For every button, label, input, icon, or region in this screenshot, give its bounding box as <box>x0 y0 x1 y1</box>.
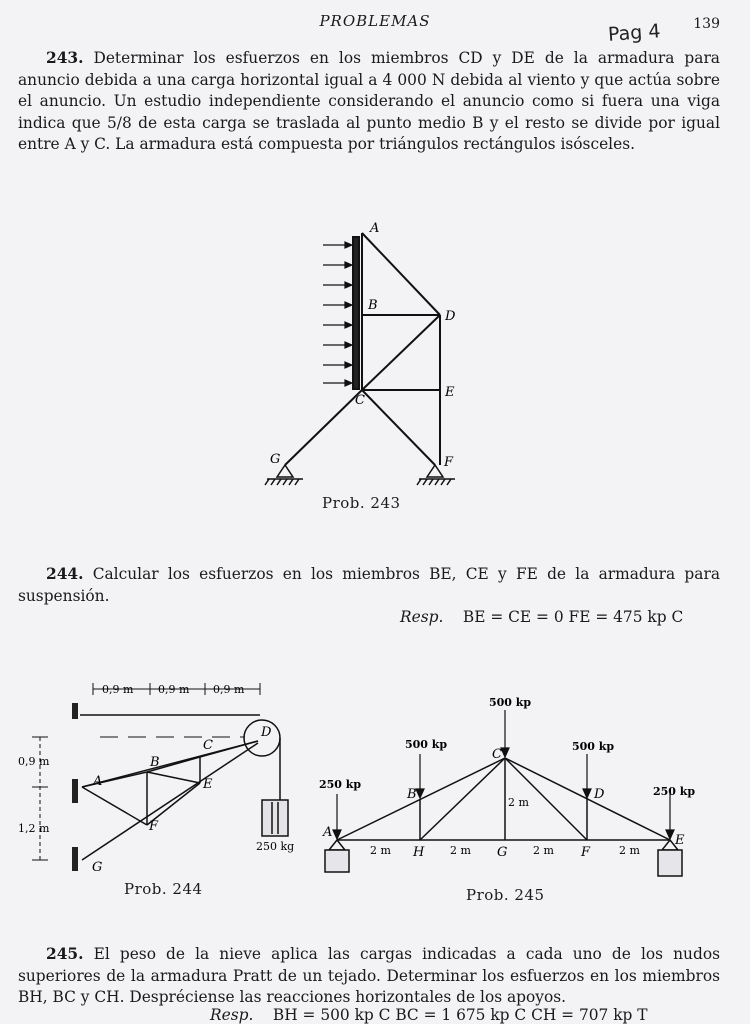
dim-horizontal-3: 0,9 m <box>213 683 245 696</box>
node-label-g: G <box>92 860 103 875</box>
node-label-a: A <box>323 825 333 840</box>
load-label-d: 500 kp <box>572 740 615 753</box>
node-label-c: C <box>203 738 213 753</box>
node-label-g: G <box>270 452 281 467</box>
dim-vertical-2: 1,2 m <box>18 822 50 835</box>
problem-243-number: 243. <box>46 49 84 67</box>
load-label-b: 500 kp <box>405 738 448 751</box>
load-label-c: 500 kp <box>489 696 532 709</box>
problem-245-answer <box>210 1006 648 1024</box>
node-label-a: A <box>93 774 103 789</box>
problem-244-resp-value: BE = CE = 0 FE = 475 kp C <box>462 608 684 626</box>
node-label-c: C <box>355 393 365 408</box>
dim-span-1: 2 m <box>370 844 391 857</box>
problem-244-answer <box>400 608 683 626</box>
hanging-weight-icon <box>262 800 288 836</box>
sign-board <box>353 237 359 389</box>
node-label-f: F <box>444 455 454 470</box>
support-a-icon <box>325 850 349 872</box>
node-label-g: G <box>497 845 508 860</box>
dim-span-4: 2 m <box>619 844 640 857</box>
figure-245-pratt-roof-truss <box>315 690 705 880</box>
problem-245-resp-value: BH = 500 kp C BC = 1 675 kp C CH = 707 kp T <box>272 1006 648 1024</box>
page-number: 139 <box>693 16 720 32</box>
support-e-icon <box>658 850 682 876</box>
problem-245-resp-label: Resp. <box>210 1006 254 1024</box>
node-label-e: E <box>675 833 685 848</box>
figure-243-caption: Prob. 243 <box>322 494 401 512</box>
node-label-f: F <box>581 845 591 860</box>
problem-244-text: Calcular los esfuerzos en los miembros BE, CE y FE de la armadura para suspensión. <box>18 565 720 605</box>
problem-243-statement <box>18 48 720 156</box>
snow-load-arrows <box>333 710 674 839</box>
figure-243-sign-truss <box>255 215 485 490</box>
problem-245-statement <box>18 944 720 1009</box>
problem-245-number: 245. <box>46 945 84 963</box>
load-label-a: 250 kp <box>319 778 362 791</box>
problem-244-resp-label: Resp. <box>400 608 444 626</box>
figure-244-caption: Prob. 244 <box>124 880 203 898</box>
node-label-a: A <box>370 221 380 236</box>
node-label-b: B <box>150 755 160 770</box>
node-label-f: F <box>149 819 159 834</box>
wind-load-arrows <box>323 242 352 386</box>
problem-244-number: 244. <box>46 565 84 583</box>
node-label-d: D <box>445 309 456 324</box>
handwritten-page-note: Pag 4 <box>607 20 662 46</box>
dim-height: 2 m <box>508 796 529 809</box>
figure-245-caption: Prob. 245 <box>466 886 545 904</box>
node-label-d: D <box>594 787 605 802</box>
problem-243-text: Determinar los esfuerzos en los miembros CD y DE de la armadura para anuncio debida a una carga horizontal igual a 4 000 N debida al viento y que actúa sobre el anuncio. Un estudio independiente considerando el anuncio como si fuera una viga indica que 5/8 de esta carga se traslada al punto medio B y el resto se divide por igual entre A y C. La armadura está compuesta por triángulos rectángulos isósceles. <box>18 49 720 153</box>
node-label-e: E <box>445 385 455 400</box>
dim-span-3: 2 m <box>533 844 554 857</box>
hanging-weight-label: 250 kg <box>256 840 295 853</box>
node-label-h: H <box>413 845 425 860</box>
page-header-title: PROBLEMAS <box>319 12 431 30</box>
support-f-icon <box>427 465 443 477</box>
node-label-d: D <box>261 725 272 740</box>
node-label-e: E <box>203 777 213 792</box>
problem-244-statement <box>18 564 720 607</box>
node-label-b: B <box>407 787 417 802</box>
dim-span-2: 2 m <box>450 844 471 857</box>
load-label-e: 250 kp <box>653 785 696 798</box>
problem-245-text: El peso de la nieve aplica las cargas indicadas a cada uno de los nudos superiores de la armadura Pratt de un tejado. Determinar los esfuerzos en los miembros BH, BC y CH. Despréciense las reacciones horizontales de los apoyos. <box>18 945 720 1006</box>
node-label-c: C <box>492 747 502 762</box>
figure-244-suspension-truss <box>10 675 305 880</box>
dim-vertical-1: 0,9 m <box>18 755 50 768</box>
dim-horizontal-1: 0,9 m <box>102 683 134 696</box>
node-label-b: B <box>368 298 378 313</box>
dim-horizontal-2: 0,9 m <box>158 683 190 696</box>
